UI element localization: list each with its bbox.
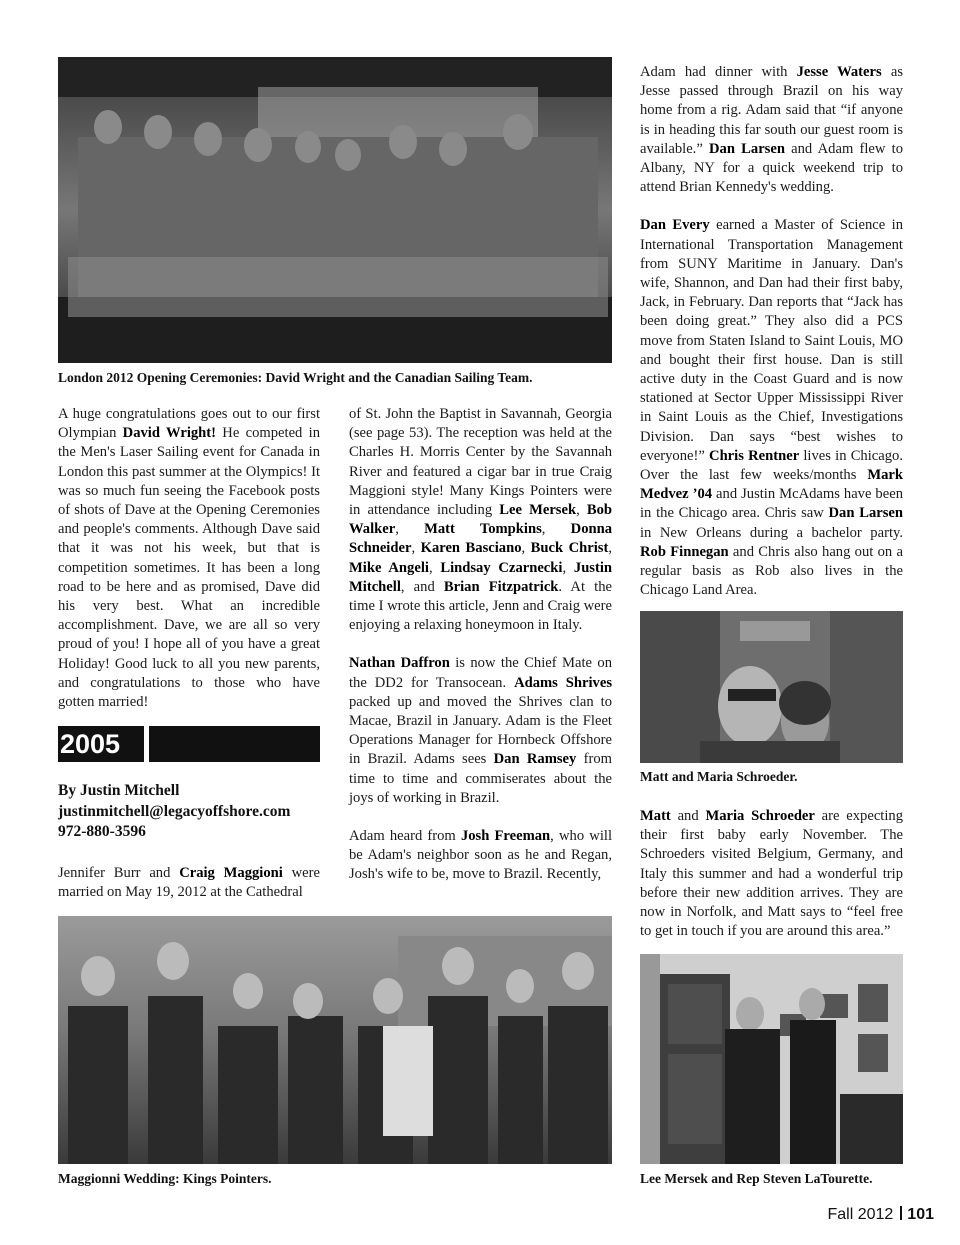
page-number: 101 xyxy=(907,1206,934,1223)
year-label: 2005 xyxy=(58,726,144,762)
column-1-bottom xyxy=(58,864,320,921)
paragraph-maggioni-wedding: Jennifer Burr and Craig Maggioni were married on May 19, 2012 at the Cathedral xyxy=(58,865,320,901)
byline-phone: 972-880-3596 xyxy=(58,823,146,840)
issue-label: Fall 2012 xyxy=(827,1206,894,1223)
byline-author: By Justin Mitchell xyxy=(58,782,180,799)
footer-divider xyxy=(900,1206,902,1220)
caption-wedding: Maggionni Wedding: Kings Pointers. xyxy=(58,1171,272,1186)
paragraph-reception: of St. John the Baptist in Savannah, Georgia (see page 53). The reception was held at the Charles H. Morris Center by the Savannah River and featured a cigar bar in true Craig Maggioni style! Many Kings Pointers were in attendance including Lee Mersek, Bob Walker, Matt Tompkins, Donna Schneider, Karen Basciano, Buck Christ, Mike Angeli, Lindsay Czarnecki, Justin Mitchell, and Brian Fitzpatrick. At the time I wrote this article, Jenn and Craig were enjoying a relaxing honeymoon in Italy. xyxy=(349,406,613,634)
paragraph-schroeder: Matt and Maria Schroeder are expecting their first baby early November. The Schroeders visited Belgium, Germany, and Italy this summer and had a wonderful trip before their new addition arrives. They are now in Norfolk, and Matt says to “feel free to get in touch if you are around this area.” xyxy=(640,808,903,940)
column-2 xyxy=(349,405,612,904)
photo-mersek-latourette xyxy=(640,954,903,1164)
byline xyxy=(58,781,290,843)
photo-london-2012 xyxy=(58,57,612,363)
caption-london: London 2012 Opening Ceremonies: David Wright and the Canadian Sailing Team. xyxy=(58,370,533,385)
column-3 xyxy=(640,63,903,619)
byline-email[interactable]: justinmitchell@legacyoffshore.com xyxy=(58,802,291,820)
photo-maggioni-wedding xyxy=(58,916,612,1164)
caption-mersek: Lee Mersek and Rep Steven LaTourette. xyxy=(640,1171,873,1186)
column-3-bottom xyxy=(640,807,903,960)
paragraph-josh-freeman: Adam heard from Josh Freeman, who will be Adam's neighbor soon as he and Regan, Josh's wife to be, move to Brazil. Recently, xyxy=(349,828,612,883)
column-1 xyxy=(58,405,320,731)
photo-wedding-image xyxy=(58,916,612,1164)
photo-london-image xyxy=(58,57,612,363)
paragraph-dan-every: Dan Every earned a Master of Science in International Transportation Management from SUNY Maritime in January. Dan's wife, Shannon, and Dan had their first baby, Jack, in February. Dan reports that “Jack has been doing great.” They also did a PCS move from Staten Island to Saint Louis, MO and bought their first house. Dan is still active duty in the Coast Guard and is now stationed at Sector Upper Mississippi River in Saint Louis as the Chief, Investigations Division. Dan says “best wishes to everyone!” Chris Rentner lives in Chicago. Over the last few weeks/months Mark Medvez ’04 and Justin McAdams have been in the Chicago area. Chris saw Dan Larsen in New Orleans during a bachelor party. Rob Finnegan and Chris also hang out on a regular basis as Rob also lives in the Chicago Land Area. xyxy=(640,217,903,599)
paragraph-jesse-waters: Adam had dinner with Jesse Waters as Jesse passed through Brazil on his way home from a rig. Adam said that “if anyone is in heading this far south our guest room is available.” Dan Larsen and Adam flew to Albany, NY for a quick weekend trip to attend Brian Kennedy's wedding. xyxy=(640,64,904,196)
photo-schroeder-image xyxy=(640,611,903,763)
page-footer xyxy=(827,1206,934,1224)
caption-schroeder: Matt and Maria Schroeder. xyxy=(640,769,798,784)
photo-mersek-image xyxy=(640,954,903,1164)
paragraph-daffron-shrives: Nathan Daffron is now the Chief Mate on the DD2 for Transocean. Adams Shrives packed up and moved the Shrives clan to Macae, Brazil in January. Adam is the Fleet Operations Manager for Hornbeck Offshore in Brazil. Adams sees Dan Ramsey from time to time and commiserates about the joys of working in Brazil. xyxy=(349,655,612,806)
paragraph-david-wright: A huge congratulations goes out to our first Olympian David Wright! He competed in the Men's Laser Sailing event for Canada in London this past summer at the Olympics! It was so much fun seeing the Facebook posts of shots of Dave at the Opening Ceremonies and people's comments. Although Dave said that it was not his week, but that is competition sometimes. It has been a long road to be here and as promised, Dave did his very best. What an incredible accomplishment. Dave, we are all so very proud of you! I hope all of you have a great Holiday! Good luck to all you new parents, and congratulations to those who have gotten married! xyxy=(58,406,320,711)
photo-schroeder xyxy=(640,611,903,763)
year-banner xyxy=(58,726,320,762)
